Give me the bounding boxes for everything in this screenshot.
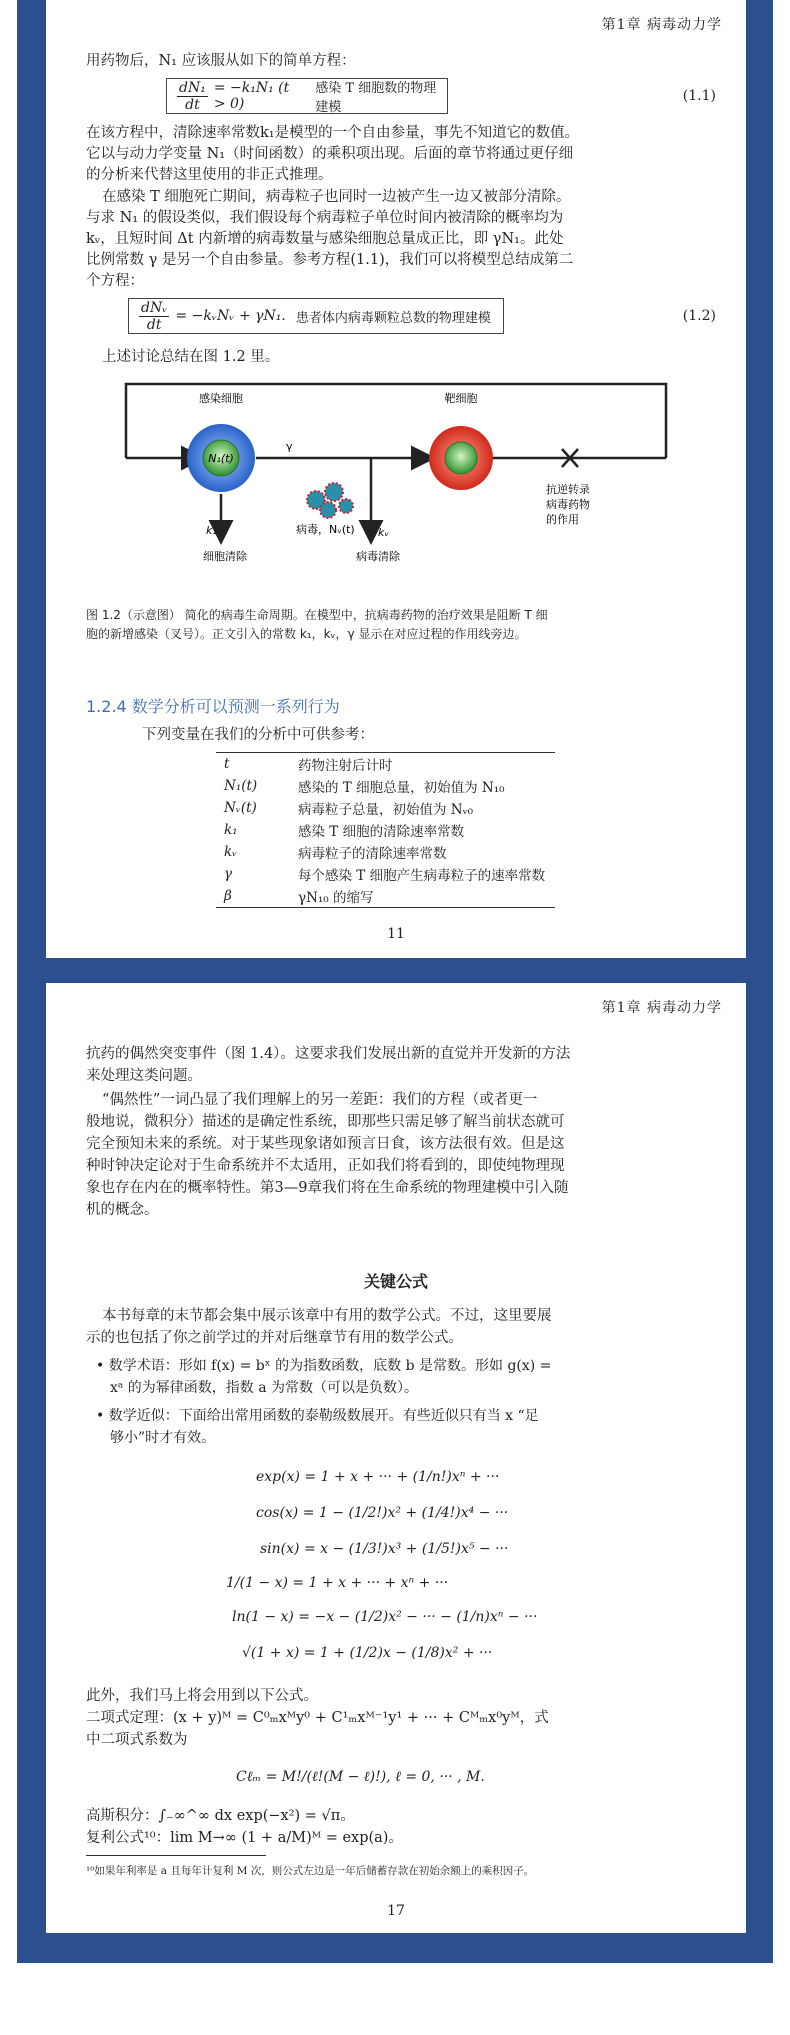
bullet-approximation: • 数学近似：下面给出常用函数的泰勒级数展开。有些近似只有当 x “足: [96, 1408, 539, 1424]
para2-line: 般地说，微积分）描述的是确定性系统，即那些只需足够了解当前状态就可: [86, 1114, 565, 1130]
eq1-number: (1.1): [682, 88, 716, 104]
taylor-sqrt: √(1 + x) = 1 + (1/2)x − (1/8)x² + ···: [242, 1645, 493, 1661]
binomial-coefficient: Cℓₘ = M!/(ℓ!(M − ℓ)!), ℓ = 0, ··· , M.: [236, 1769, 485, 1785]
para2-line: 比例常数 γ 是另一个自由参量。参考方程(1.1)，我们可以将模型总结成第二: [86, 252, 574, 268]
equation-1-1: [166, 78, 448, 114]
intro-line: 用药物后，N₁ 应该服从如下的简单方程：: [86, 53, 356, 69]
binomial-line: 中二项式系数为: [86, 1732, 188, 1748]
para1-line: 的分析来代替这里使用的非正式推理。: [86, 167, 333, 183]
kv-description: 病毒清除: [356, 550, 400, 563]
table-row: Nᵥ(t) 病毒粒子总量，初始值为 Nᵥ₀: [224, 800, 474, 818]
para2-line: 与求 N₁ 的假设类似，我们假设每个病毒粒子单位时间内被清除的概率均为: [86, 210, 564, 226]
page-17: [46, 983, 746, 1933]
virus-particles-icon: [307, 483, 353, 518]
table-row: k₁ 感染 T 细胞的清除速率常数: [224, 822, 465, 840]
eq2-rhs: = −kᵥNᵥ + γN₁.: [175, 308, 286, 324]
bullet-approximation: 够小”时才有效。: [110, 1430, 216, 1446]
footnote-text: ¹⁰如果年利率是 a 且每年计复利 M 次，则公式左边是一年后储蓄存款在初始余额上的乘积因子。: [86, 1865, 535, 1877]
gamma-label: γ: [286, 440, 293, 453]
para1-line: 它以与动力学变量 N₁（时间函数）的乘积项出现。后面的章节将通过更仔细: [86, 146, 574, 162]
table-intro: 下列变量在我们的分析中可供参考：: [142, 727, 374, 743]
taylor-geometric: 1/(1 − x) = 1 + x + ··· + xⁿ + ···: [226, 1575, 449, 1591]
virus-lifecycle-diagram: [106, 372, 706, 592]
para1-line: 在该方程中，清除速率常数k₁是模型的一个自由参量，事先不知道它的数值。: [86, 125, 580, 141]
para2-line: 象也存在内在的概率特性。第3—9章我们将在生命系统的物理建模中引入随: [86, 1180, 569, 1196]
table-row: t 药物注射后计时: [224, 756, 393, 774]
para2-line: “偶然性”一词凸显了我们理解上的另一差距：我们的方程（或者更一: [102, 1092, 538, 1108]
compound-interest: 复利公式¹⁰：lim M→∞ (1 + a/M)ᴹ = exp(a)。: [86, 1830, 403, 1846]
para2-line: 机的概念。: [86, 1202, 159, 1218]
binomial-line: 二项式定理：(x + y)ᴹ = C⁰ₘxᴹy⁰ + C¹ₘxᴹ⁻¹y¹ + ··· + Cᴹₘx⁰yᴹ，式: [86, 1710, 549, 1726]
variables-table: [216, 752, 555, 908]
para1-line: 来处理这类问题。: [86, 1068, 202, 1084]
para2-line: kᵥ，且短时间 Δt 内新增的病毒数量与感染细胞总量成正比，即 γN₁。此处: [86, 231, 564, 247]
taylor-ln: ln(1 − x) = −x − (1/2)x² − ··· − (1/n)xⁿ − ···: [232, 1609, 538, 1625]
table-row: kᵥ 病毒粒子的清除速率常数: [224, 844, 447, 862]
taylor-sin: sin(x) = x − (1/3!)x³ + (1/5!)x⁵ − ···: [260, 1541, 509, 1557]
key-intro-line: 示的也包括了你之前学过的并对后继章节有用的数学公式。: [86, 1330, 463, 1346]
eq2-description: 患者体内病毒颗粒总数的物理建模: [295, 310, 491, 326]
chapter-header: 第1章 病毒动力学: [601, 17, 722, 33]
eq2-number: (1.2): [682, 308, 716, 324]
eq1-rhs: = −k₁N₁ (t > 0): [213, 80, 290, 112]
para2-line: 在感染 T 细胞死亡期间，病毒粒子也同时一边被产生一边又被部分清除。: [102, 189, 571, 205]
equation-1-2: [128, 298, 504, 334]
gaussian-integral: 高斯积分：∫₋∞^∞ dx exp(−x²) = √π。: [86, 1808, 355, 1824]
drug-label-line: 病毒药物: [546, 498, 590, 511]
k1-description: 细胞清除: [203, 550, 247, 563]
eq2-fraction: $\frac{\text{dNᵥ}}{dt}$: [141, 299, 168, 333]
also-line: 此外，我们马上将会用到以下公式。: [86, 1688, 318, 1704]
infected-cell-label: 感染细胞: [199, 392, 243, 405]
para1-line: 抗药的偶然突变事件（图 1.4）。这要求我们发展出新的直觉并开发新的方法: [86, 1046, 571, 1062]
bullet-terminology: • 数学术语：形如 f(x) = bˣ 的为指数函数，底数 b 是常数。形如 g(x) =: [96, 1358, 552, 1374]
para2-line: 完全预知未来的系统。对于某些现象诸如预言日食，该方法很有效。但是这: [86, 1136, 565, 1152]
para2-line: 个方程：: [86, 273, 144, 289]
eq1-description: 感染 T 细胞数的物理建模: [315, 81, 437, 115]
infected-cell-symbol: N₁(t): [208, 452, 234, 465]
page-number: 11: [387, 926, 405, 942]
para2-line: 种时钟决定论对于生命系统并不太适用，正如我们将看到的，即使纯物理现: [86, 1158, 565, 1174]
figure-caption-line: 胞的新增感染（叉号）。正文引入的常数 k₁，kᵥ，γ 显示在对应过程的作用线旁边。: [86, 627, 527, 641]
section-heading: 1.2.4 数学分析可以预测一系列行为: [86, 697, 340, 716]
table-row: γ 每个感染 T 细胞产生病毒粒子的速率常数: [224, 866, 546, 884]
page-number: 17: [387, 1903, 405, 1919]
footnote-rule: [86, 1855, 266, 1859]
page-11: [46, 0, 746, 958]
table-row: β γN₁₀ 的缩写: [224, 888, 374, 906]
taylor-cos: cos(x) = 1 − (1/2!)x² + (1/4!)x⁴ − ···: [256, 1505, 509, 1521]
summary-line: 上述讨论总结在图 1.2 里。: [102, 349, 280, 365]
bullet-terminology: xᵃ 的为幂律函数，指数 a 为常数（可以是负数）。: [110, 1380, 418, 1396]
table-row: N₁(t) 感染的 T 细胞总量，初始值为 N₁₀: [224, 778, 505, 796]
eq1-fraction: $\frac{\text{dN₁}}{dt}$: [179, 79, 206, 113]
taylor-exp: exp(x) = 1 + x + ··· + (1/n!)xⁿ + ···: [256, 1469, 500, 1485]
virus-label: 病毒，Nᵥ(t): [296, 523, 355, 536]
drug-label-line: 抗逆转录: [546, 483, 590, 496]
target-cell-label: 靶细胞: [444, 392, 478, 405]
target-cell-nucleus: [445, 442, 477, 474]
k1-label: k₁: [206, 524, 217, 537]
chapter-header: 第1章 病毒动力学: [601, 1000, 722, 1016]
key-intro-line: 本书每章的末节都会集中展示该章中有用的数学公式。不过，这里要展: [102, 1308, 552, 1324]
key-formulas-title: 关键公式: [363, 1272, 428, 1291]
drug-label-line: 的作用: [546, 513, 579, 526]
figure-caption-line: 图 1.2（示意图） 简化的病毒生命周期。在模型中，抗病毒药物的治疗效果是阻断 T 细: [86, 608, 548, 622]
kv-label: kᵥ: [378, 526, 389, 539]
